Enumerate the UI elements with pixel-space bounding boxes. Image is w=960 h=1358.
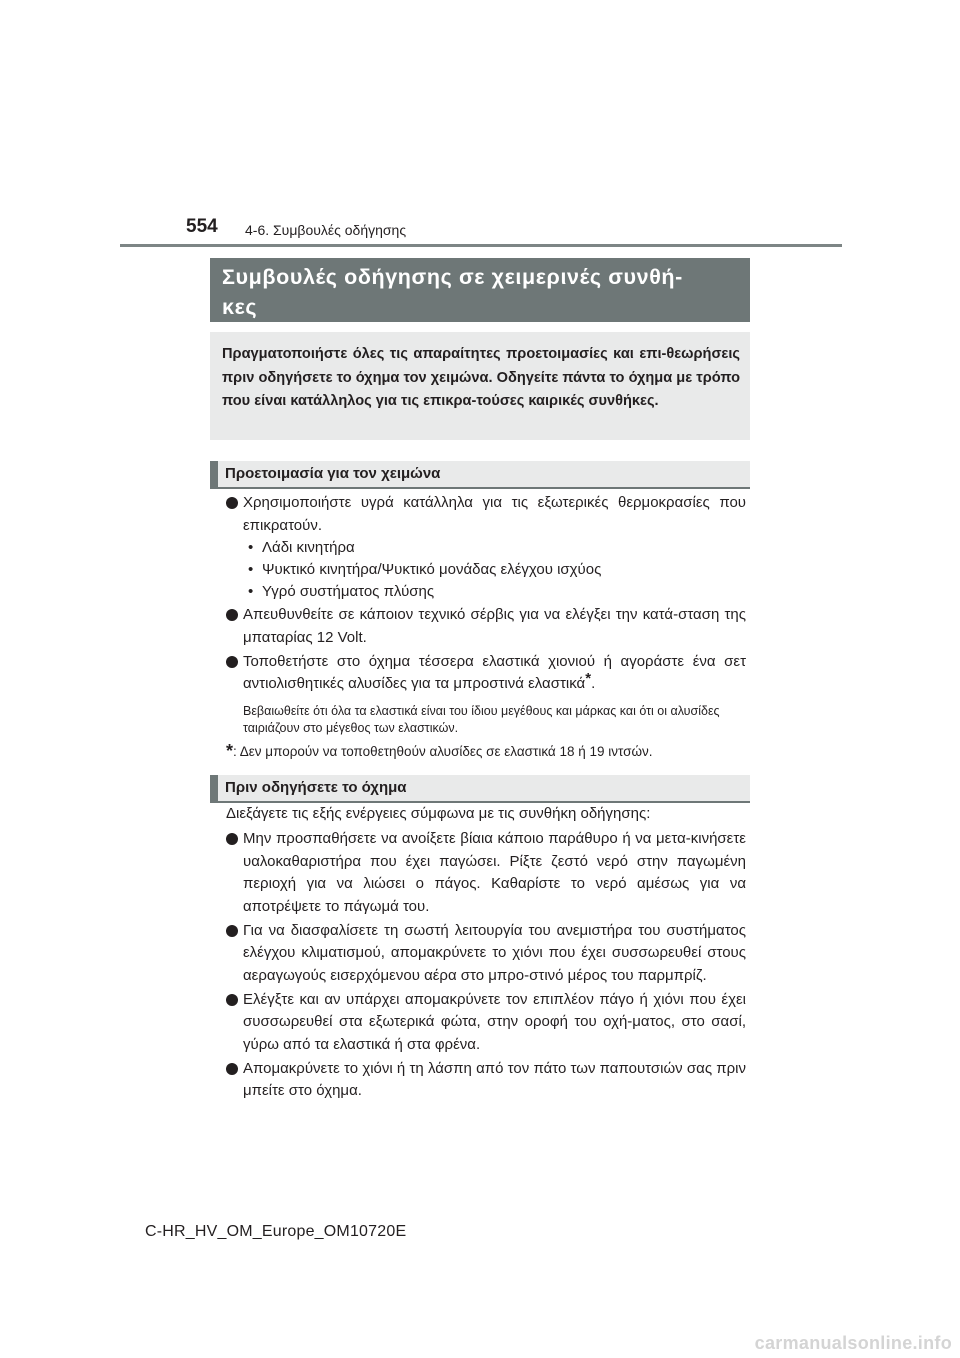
before-driving-list: [226, 828, 746, 1104]
watermark: carmanualsonline.info: [754, 1333, 952, 1353]
fluid-item: • Ψυκτικό κινητήρα/Ψυκτικό μονάδας ελέγχου ισχύος: [248, 559, 746, 581]
header-rule: [120, 244, 842, 247]
footnote: [226, 742, 751, 761]
bullet-dot-icon: [226, 925, 238, 937]
fluid-item: • Υγρό συστήματος πλύσης: [248, 581, 746, 603]
list-item: [226, 492, 746, 603]
bullet-text: Απομακρύνετε το χιόνι ή τη λάσπη από τον πάτο των παπουτσιών σας πριν μπείτε στο όχημα.: [243, 1059, 746, 1100]
fluids-list: [243, 537, 746, 603]
list-item: [226, 651, 746, 696]
footnote-text: : Δεν μπορούν να τοποθετηθούν αλυσίδες σε ελαστικά 18 ή 19 ιντσών.: [233, 744, 653, 759]
page-title-line-2: κες: [222, 295, 258, 319]
section-breadcrumb: 4-6. Συμβουλές οδήγησης: [245, 222, 407, 238]
bullet-dot-icon: [226, 1063, 238, 1075]
bullet-text: Τοποθετήστε στο όχημα τέσσερα ελαστικά χιονιού ή αγοράστε ένα σετ αντιολισθητικές αλυσίδες για τα μπροστινά ελαστικά: [243, 652, 746, 693]
bullet-text: Απευθυνθείτε σε κάποιον τεχνικό σέρβις για να ελέγξει την κατά-σταση της μπαταρίας 12 Volt.: [243, 606, 746, 646]
bullet-text: Ελέγξτε και αν υπάρχει απομακρύνετε τον επιπλέον πάγο ή χιόνι που έχει συσσωρευθεί στα εξωτερικά φώτα, στην οροφή του οχή-ματος, στο σασί, γύρω από τα ελαστικά ή στα φρένα.: [243, 990, 746, 1053]
bullet-dot-icon: [226, 656, 238, 668]
page-title: [210, 258, 750, 322]
before-driving-lead: Διεξάγετε τις εξής ενέργειες σύμφωνα με τις συνθήκη οδήγησης:: [226, 805, 651, 822]
footnote-star: *: [226, 741, 234, 761]
bullet-text: Χρησιμοποιήστε υγρά κατάλληλα για τις εξωτερικές θερμοκρασίες που επικρατούν.: [243, 494, 746, 534]
bullet-dot-icon: [226, 994, 238, 1006]
bullet-end: .: [591, 675, 596, 693]
bullet-text: Για να διασφαλίσετε τη σωστή λειτουργία του ανεμιστήρα του συστήματος ελέγχου κλιματισμού, απομακρύνετε το χιόνι που έχει συσσωρευθεί στους αεραγωγούς εισερχόμενου αέρα στο μπρο-στινό μέρος του παρμπρίζ.: [243, 921, 746, 984]
list-item: [226, 989, 746, 1057]
list-item: [226, 920, 746, 988]
bullet-dot-icon: [226, 609, 238, 621]
list-item: [226, 604, 746, 649]
document-code: C-HR_HV_OM_Europe_OM10720E: [145, 1223, 407, 1240]
footnote-marker: *: [585, 670, 592, 688]
heading-before-driving: Πριν οδηγήσετε το όχημα: [210, 775, 750, 803]
bullet-dot-icon: [226, 497, 238, 509]
bullet-text: Μην προσπαθήσετε να ανοίξετε βίαια κάποιο παράθυρο ή να μετα-κινήσετε υαλοκαθαριστήρα που έχει παγώσει. Ρίξτε ζεστό νερό στην παγωμένη περιοχή για να λιώσει ο πάγος. Καθαρίστε το νερό αμέσως για να αποτρέψετε το πάγωμά του.: [243, 830, 746, 915]
bullet-dot-icon: [226, 833, 238, 845]
fluid-item: • Λάδι κινητήρα: [248, 537, 746, 559]
intro-text: Πραγματοποιήστε όλες τις απαραίτητες προετοιμασίες και επι-θεωρήσεις πριν οδηγήσετε το όχημα τον χειμώνα. Οδηγείτε πάντα το όχημα με τρόπο που είναι κατάλληλος για τις επικρα-τούσες καιρικές συνθήκες.: [210, 332, 750, 440]
chains-note: Βεβαιωθείτε ότι όλα τα ελαστικά είναι του ίδιου μεγέθους και μάρκας και ότι οι αλυσίδες ταιριάζουν στο μέγεθος των ελαστικών.: [243, 704, 720, 735]
page-title-line-1: Συμβουλές οδήγησης σε χειμερινές συνθή-: [222, 265, 683, 289]
heading-winter-prep: Προετοιμασία για τον χειμώνα: [210, 461, 750, 489]
winter-prep-list: [226, 492, 746, 697]
list-item: [226, 828, 746, 918]
page-number: 554: [186, 216, 218, 237]
list-item: [226, 1058, 746, 1103]
